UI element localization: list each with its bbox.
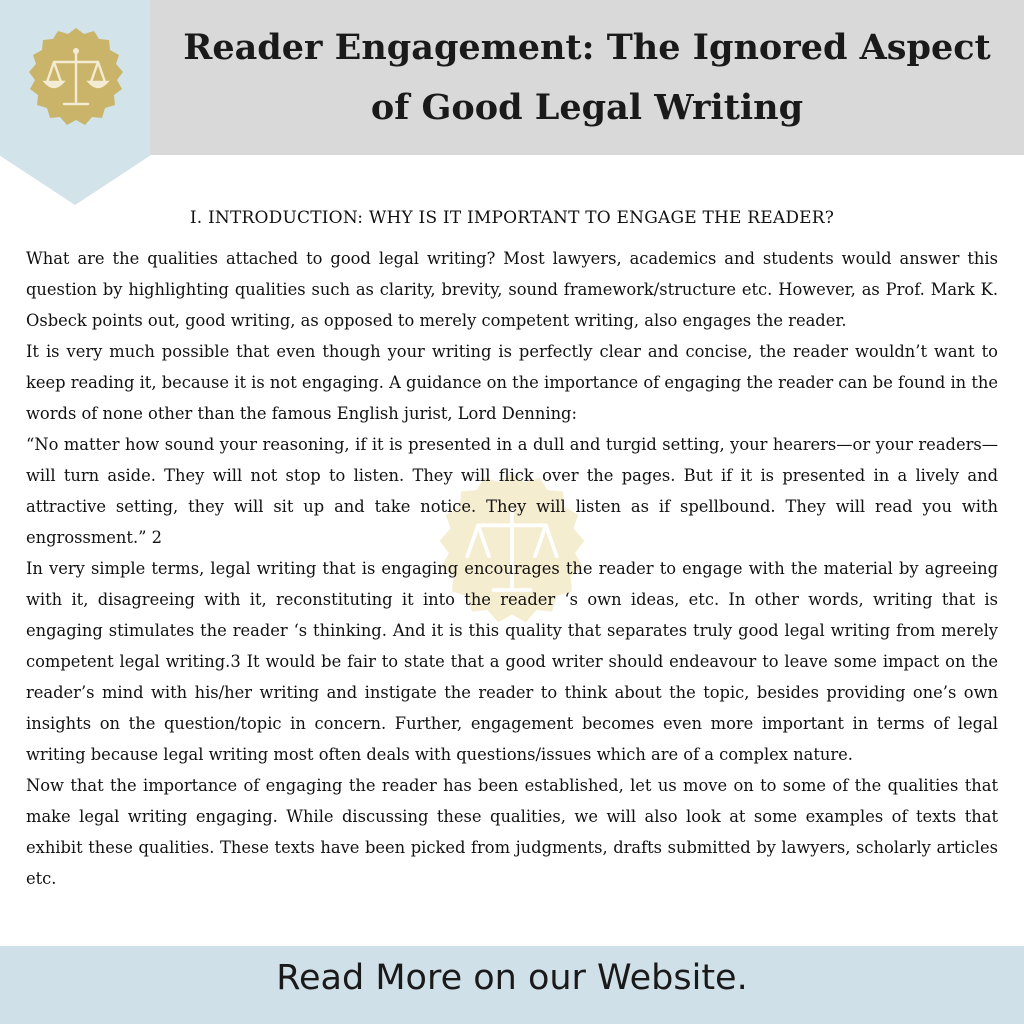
section-heading: I. INTRODUCTION: WHY IS IT IMPORTANT TO ENGAGE THE READER?: [189, 208, 835, 228]
scales-of-justice-icon: [24, 26, 128, 130]
title-line-2: of Good Legal Writing: [370, 87, 804, 128]
article-body: [26, 243, 998, 894]
paragraph-5: Now that the importance of engaging the reader has been established, let us move on to some of the qualities that make legal writing engaging. While discussing these qualities, we will also look at some examples of texts that exhibit these qualities. These texts have been picked from judgments, drafts submitted by lawyers, scholarly articles etc.: [26, 776, 998, 888]
paragraph-2: It is very much possible that even though your writing is perfectly clear and concise, the reader wouldn’t want to keep reading it, because it is not engaging. A guidance on the importance of engaging the reader can be found in the words of none other than the famous English jurist, Lord Denning:: [26, 342, 998, 423]
page-title: [150, 18, 1024, 138]
title-line-1: Reader Engagement: The Ignored Aspect: [183, 27, 991, 68]
read-more-link[interactable]: Read More on our Website.: [276, 958, 748, 998]
paragraph-quote: “No matter how sound your reasoning, if it is presented in a dull and turgid setting, your hearers—or your readers—will turn aside. They will not stop to listen. They will flick over the pages. But if it is presented in a lively and attractive setting, they will sit up and take notice. They will listen as if spellbound. They will read you with engrossment.” 2: [26, 435, 998, 547]
paragraph-1: What are the qualities attached to good legal writing? Most lawyers, academics and students would answer this question by highlighting qualities such as clarity, brevity, sound framework/structure etc. However, as Prof. Mark K. Osbeck points out, good writing, as opposed to merely competent writing, also engages the reader.: [26, 249, 998, 330]
paragraph-4: In very simple terms, legal writing that is engaging encourages the reader to engage with the material by agreeing with it, disagreeing with it, reconstituting it into the reader ‘s own ideas, etc. In other words, writing that is engaging stimulates the reader ‘s thinking. And it is this quality that separates truly good legal writing from merely competent legal writing.3 It would be fair to state that a good writer should endeavour to leave some impact on the reader’s mind with his/her writing and instigate the reader to think about the topic, besides providing one’s own insights on the question/topic in concern. Further, engagement becomes even more important in terms of legal writing because legal writing most often deals with questions/issues which are of a complex nature.: [26, 559, 998, 764]
